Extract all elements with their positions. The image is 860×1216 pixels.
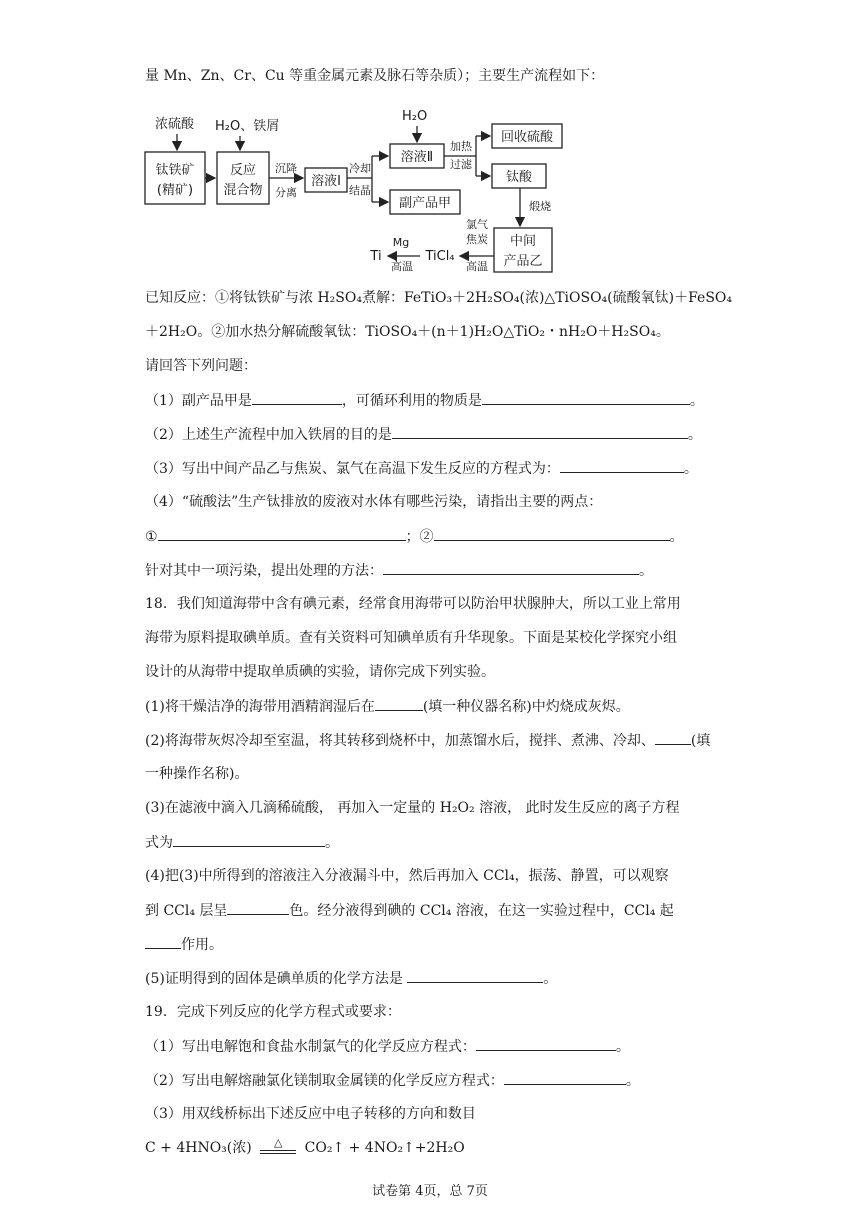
q18-intro-2: 海带为原料提取碘单质。查有关资料可知碘单质有升华现象。下面是某校化学探究小组 <box>145 630 677 646</box>
answer-blank[interactable] <box>392 424 688 439</box>
answer-blank[interactable] <box>158 526 406 541</box>
q18-s1a: (1)将干燥洁净的海带用酒精润湿后在 <box>145 699 375 715</box>
period: 。 <box>625 1073 640 1089</box>
q18-s4d: 作用。 <box>181 937 223 953</box>
heat-label-2: 过滤 <box>450 158 472 171</box>
answer-blank[interactable] <box>504 1070 626 1085</box>
q18-intro-1: 18．我们知道海带中含有碘元素，经常食用海带可以防治甲状腺肿大，所以工业上常用 <box>145 596 681 612</box>
q18-s2a: (2)将海带灰烬冷却至室温，将其转移到烧杯中，加蒸馏水后，搅拌、煮沸、冷却、 <box>145 733 655 749</box>
answer-blank[interactable] <box>173 832 325 847</box>
q19-part3: （3）用双线桥标出下述反应中电子转移的方向和数目 <box>145 1106 476 1122</box>
q18-s1b: (填一种仪器名称)中灼烧成灰烬。 <box>422 699 630 715</box>
solution2-text: 溶液Ⅱ <box>400 150 434 165</box>
intermediate-line1: 中间 <box>509 234 537 249</box>
answer-blank[interactable] <box>476 1036 616 1051</box>
calcine-label: 煅烧 <box>529 200 551 213</box>
mixture-box-line2: 混合物 <box>223 183 263 198</box>
q17-p2: （2）上述生产流程中加入铁屑的目的是 <box>145 427 392 443</box>
cool-label-2: 结晶 <box>349 184 371 197</box>
known-reaction-2: ＋2H₂O。②加水热分解硫酸氧钛：TiOSO₄＋(n＋1)H₂O△TiO₂・nH₂O＋H₂SO₄。 <box>145 324 670 340</box>
q17-part5 <box>145 560 653 581</box>
q18-step4: (4)把(3)中所得到的溶液注入分液漏斗中，然后再加入 CCl₄，振荡、静置，可以观察 <box>145 868 669 884</box>
q19-p2: （2）写出电解熔融氯化镁制取金属镁的化学反应方程式： <box>145 1073 504 1089</box>
chlorine-label-2: 焦炭 <box>466 233 488 246</box>
ticl4-text: TiCl₄ <box>425 249 455 264</box>
mixture-box-line1: 反应 <box>229 163 257 178</box>
byproduct-text: 副产品甲 <box>398 196 452 211</box>
q18-step1 <box>145 696 630 717</box>
settle-label-2: 分离 <box>275 186 297 199</box>
q18-step4-end <box>145 934 223 955</box>
water-label: H₂O <box>402 109 428 124</box>
q18-s5: (5)证明得到的固体是碘单质的化学方法是 <box>145 971 408 987</box>
period: 。 <box>325 835 339 851</box>
answer-blank[interactable] <box>655 730 691 745</box>
q17-prompt: 请回答下列问题： <box>145 358 257 374</box>
heat-label-1: 加热 <box>450 140 472 153</box>
ore-box-line1: 钛铁矿 <box>155 163 195 178</box>
period: 。 <box>615 1039 630 1055</box>
heat-triangle-icon: △ <box>273 1136 283 1149</box>
q17-p3: （3）写出中间产品乙与焦炭、氯气在高温下发生反应的方程式为： <box>145 461 560 477</box>
answer-blank[interactable] <box>252 390 342 405</box>
q18-s3b: 式为 <box>145 835 173 851</box>
period: 。 <box>687 427 702 443</box>
q19-part2 <box>145 1070 640 1091</box>
acid-label: 浓硫酸 <box>155 117 195 132</box>
answer-blank[interactable] <box>560 458 684 473</box>
cool-label-1: 冷却 <box>349 162 371 175</box>
intro-line: 量 Mn、Zn、Cr、Cu 等重金属元素及脉石等杂质）；主要生产流程如下： <box>145 68 605 84</box>
answer-blank[interactable] <box>407 968 543 983</box>
q18-step3-cont <box>145 832 339 853</box>
q17-p1a: （1）副产品甲是 <box>145 393 252 409</box>
period: 。 <box>639 563 653 579</box>
q18-step3: (3)在滤液中滴入几滴稀硫酸， 再加入一定量的 H₂O₂ 溶液， 此时发生反应的离子方程 <box>145 800 680 816</box>
q19-equation <box>145 1138 465 1159</box>
period: 。 <box>669 529 684 545</box>
q18-step5 <box>145 968 557 989</box>
q17-p1b: ，可循环利用的物质是 <box>341 393 482 409</box>
q18-intro-3: 设计的从海带中提取单质碘的实验，请你完成下列实验。 <box>145 664 495 680</box>
solution1-text: 溶液Ⅰ <box>311 174 341 189</box>
ti-text: Ti <box>370 249 382 264</box>
answer-blank[interactable] <box>375 696 423 711</box>
period: 。 <box>543 971 558 987</box>
equation-right: CO₂↑ + 4NO₂↑+2H₂O <box>304 1140 465 1156</box>
q17-p5: 针对其中一项污染，提出处理的方法： <box>145 563 383 579</box>
page-footer: 试卷第 4页，总 7页 <box>372 1184 488 1199</box>
q17-part3 <box>145 458 698 479</box>
hightemp-label-1: 高温 <box>466 260 488 273</box>
answer-blank[interactable] <box>145 934 181 949</box>
period: 。 <box>689 393 704 409</box>
known-reaction-1: 已知反应：①将钛铁矿与浓 H₂SO₄煮解：FeTiO₃＋2H₂SO₄(浓)△TiOSO₄(硫酸氧钛)＋FeSO₄ <box>145 290 733 306</box>
answer-blank[interactable] <box>383 560 639 575</box>
q18-s4c: 色。经分液得到碘的 CCl₄ 溶液，在这一实验过程中，CCl₄ 起 <box>289 903 674 919</box>
q19-part1 <box>145 1036 630 1057</box>
marker-2: ；② <box>405 529 434 545</box>
q17-part2 <box>145 424 702 445</box>
hightemp-label-2: 高温 <box>391 260 413 273</box>
double-line <box>260 1150 296 1154</box>
water-iron-label: H₂O、铁屑 <box>215 119 280 134</box>
q18-s4b: 到 CCl₄ 层呈 <box>145 903 228 919</box>
marker-1: ① <box>145 529 158 545</box>
q19-p1: （1）写出电解饱和食盐水制氯气的化学反应方程式： <box>145 1039 476 1055</box>
answer-blank[interactable] <box>227 900 289 915</box>
period: 。 <box>683 461 698 477</box>
equation-left: C + 4HNO₃(浓) <box>145 1140 252 1156</box>
answer-blank[interactable] <box>482 390 690 405</box>
q17-part4-answers <box>145 526 684 547</box>
q17-part4: （4）“硫酸法”生产钛排放的废液对水体有哪些污染，请指出主要的两点： <box>145 494 603 510</box>
chlorine-label-1: 氯气 <box>466 218 488 231</box>
q18-step4-cont <box>145 900 674 921</box>
q17-part1 <box>145 390 704 411</box>
q19-intro: 19．完成下列反应的化学方程式或要求： <box>145 1004 401 1020</box>
mg-label: Mg <box>392 236 410 249</box>
q18-step2 <box>145 730 710 751</box>
ore-box-line2: (精矿) <box>156 183 194 198</box>
q18-step2-cont: 一种操作名称)。 <box>145 766 249 782</box>
recover-acid-text: 回收硫酸 <box>500 130 554 145</box>
answer-blank[interactable] <box>434 526 670 541</box>
q18-s2b: (填 <box>690 733 711 749</box>
intermediate-line2: 产品乙 <box>503 254 543 269</box>
settle-label-1: 沉降 <box>275 162 297 175</box>
equation-condition <box>260 1138 296 1159</box>
titanic-acid-text: 钛酸 <box>505 170 533 185</box>
